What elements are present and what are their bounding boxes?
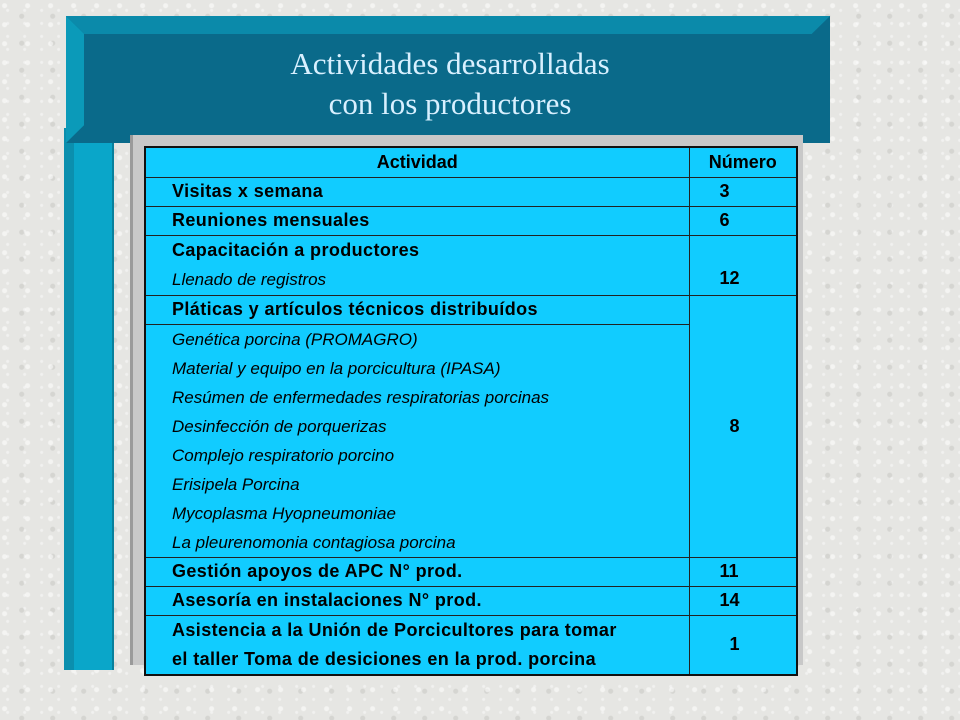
header-number: Número <box>689 147 797 177</box>
row-label: Gestión apoyos de APC N° prod. <box>145 557 689 586</box>
table-row <box>145 235 797 295</box>
activities-table-container <box>144 146 798 673</box>
row-number: 14 <box>689 586 797 615</box>
row-number: 11 <box>689 557 797 586</box>
table-row <box>145 557 797 586</box>
row-label: Pláticas y artículos técnicos distribuídos <box>145 295 689 324</box>
table-row <box>145 586 797 615</box>
row-sub-item: Desinfección de porquerizas <box>172 416 387 436</box>
row-sub-item: Material y equipo en la porcicultura (IPASA) <box>172 358 501 378</box>
title-banner-bevel-top <box>66 16 830 34</box>
row-label-group <box>145 235 689 295</box>
row-number: 12 <box>689 235 797 295</box>
row-number: 3 <box>689 177 797 206</box>
slide-title-line-2: con los productores <box>328 86 572 121</box>
row-label-continued: el taller Toma de desiciones en la prod. porcina <box>172 648 596 669</box>
row-label: Asistencia a la Unión de Porcicultores para tomar <box>172 619 617 640</box>
row-sub-item: Erisipela Porcina <box>172 474 300 494</box>
header-activity: Actividad <box>145 147 689 177</box>
row-sub-item: Resúmen de enfermedades respiratorias porcinas <box>172 387 550 407</box>
row-sub-item: Mycoplasma Hyopneumoniae <box>172 503 396 523</box>
row-sub-item: Genética porcina (PROMAGRO) <box>172 329 418 349</box>
row-label: Capacitación a productores <box>172 240 420 260</box>
table-row <box>145 295 797 324</box>
row-sub-item: Complejo respiratorio porcino <box>172 445 395 465</box>
table-row <box>145 206 797 235</box>
table-header-row <box>145 147 797 177</box>
row-sub-list <box>145 324 689 557</box>
row-label: Visitas x semana <box>145 177 689 206</box>
slide-title-line-1: Actividades desarrolladas <box>290 46 610 81</box>
row-sub-item: Llenado de registros <box>172 270 327 289</box>
table-row <box>145 177 797 206</box>
table-row <box>145 615 797 675</box>
row-label: Asesoría en instalaciones N° prod. <box>145 586 689 615</box>
title-banner-bevel-left <box>66 16 84 143</box>
row-number: 1 <box>689 615 797 675</box>
row-number: 6 <box>689 206 797 235</box>
decorative-side-bar-shade <box>64 128 74 670</box>
row-label-group <box>145 615 689 675</box>
row-number: 8 <box>689 295 797 557</box>
row-sub-item: La pleurenomonia contagiosa porcina <box>172 532 456 552</box>
activities-table <box>144 146 798 676</box>
row-label: Reuniones mensuales <box>145 206 689 235</box>
slide-title <box>90 44 810 124</box>
